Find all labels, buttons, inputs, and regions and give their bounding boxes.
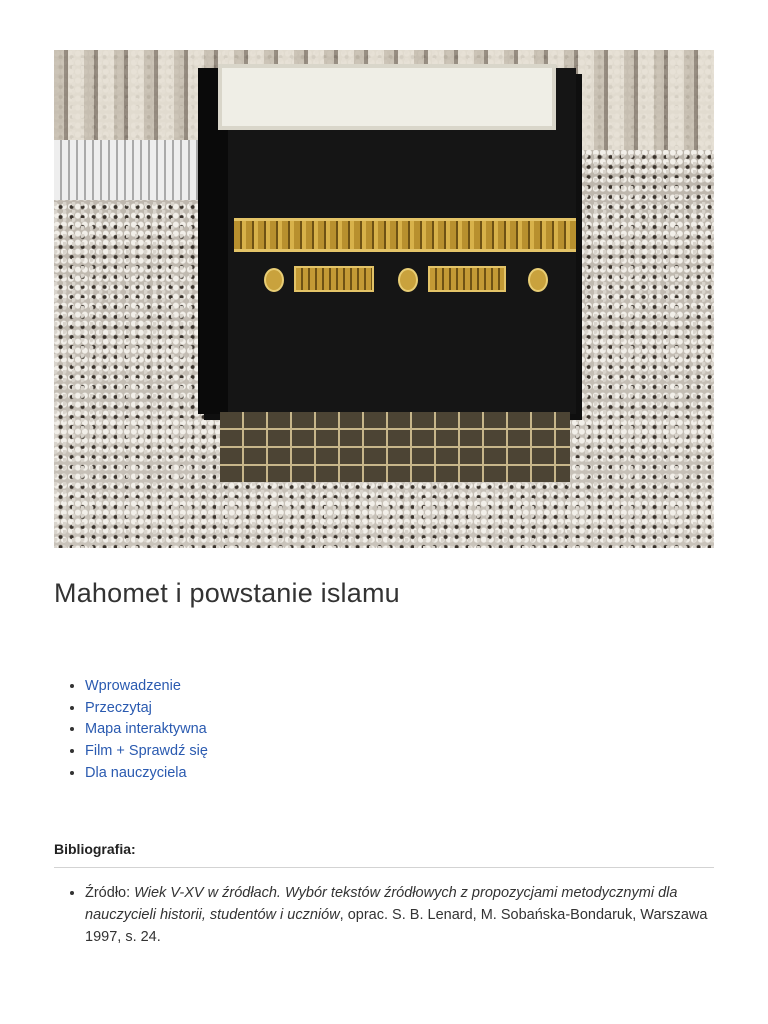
kaaba-gold-band [234,218,576,252]
hero-kaaba [198,68,576,414]
nav-item [85,676,208,698]
bibliography-list [54,882,714,948]
bibliography-work-title: Wiek V-XV w źródłach. Wybór tekstów źródłowych z propozycjami metodycznymi dla nauczycieli historii, studentów i uczniów [85,885,678,923]
nav-link-mapa[interactable]: Mapa interaktywna [85,721,207,738]
bibliography-prefix: Źródło: [85,885,135,901]
nav-link-przeczytaj[interactable]: Przeczytaj [85,699,152,716]
kaaba-medallion [398,268,418,292]
nav-item [85,741,208,763]
page-title: Mahomet i powstanie islamu [54,578,400,608]
bibliography-details: , oprac. S. B. Lenard, M. Sobańska-Bondaruk, Warszawa 1997, s. 24. [85,907,708,945]
kaaba-medallion [264,268,284,292]
nav-link-wprowadzenie[interactable]: Wprowadzenie [85,678,181,694]
hero-photo-kaaba [54,50,714,548]
bibliography-heading: Bibliografia: [54,841,136,857]
nav-item [85,698,208,720]
nav-link-film[interactable]: Film + Sprawdź się [85,743,208,760]
hero-railing [54,140,204,200]
kaaba-panel [428,266,506,292]
bibliography-entry [85,882,714,948]
divider [54,867,714,868]
kaaba-base [220,412,570,482]
nav-link-dla-nauczyciela[interactable]: Dla nauczyciela [85,764,187,781]
section-nav [54,676,208,785]
nav-item [85,763,208,785]
kaaba-roof [218,64,556,130]
kaaba-medallion [528,268,548,292]
kaaba-panel [294,266,374,292]
nav-item [85,719,208,741]
